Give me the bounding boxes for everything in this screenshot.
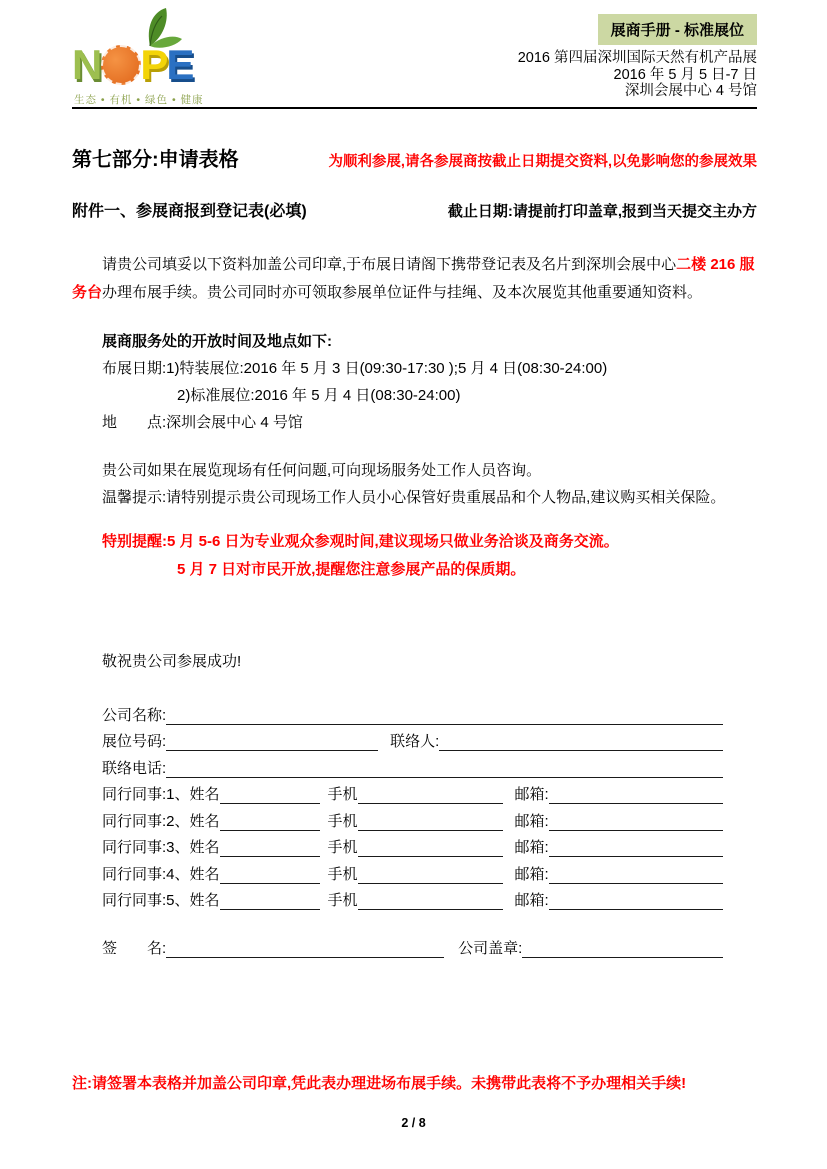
email-label: 邮箱: [514,839,549,856]
colleague-row [102,804,723,831]
header-divider [72,107,757,109]
expo-venue: 深圳会展中心 4 号馆 [624,83,757,99]
colleague-row [102,778,723,805]
colleague-email-field[interactable] [549,840,723,857]
company-stamp-field[interactable] [522,941,723,958]
colleague-email-field[interactable] [549,787,723,804]
reminder-line1: 特别提醒:5 月 5-6 日为专业观众参观时间,建议现场只做业务洽谈及商务交流。 [102,533,619,550]
colleague-label: 同行同事:3、姓名 [102,839,220,856]
service-desk-schedule [102,328,757,436]
colleague-label: 同行同事:1、姓名 [102,786,220,803]
contact-person-label: 联络人: [390,733,440,750]
colleague-label: 同行同事:4、姓名 [102,865,220,883]
mobile-label: 手机 [327,892,358,909]
page-header [72,10,757,107]
booth-number-field[interactable] [166,734,378,751]
intro-line1: 请贵公司填妥以下资料加盖公司印章,于布展日请阁下携带登记表及名片到深圳会展中心 [102,256,677,273]
colleague-mobile-field[interactable] [358,867,503,884]
phone-label: 联络电话: [102,759,167,777]
colleague-name-field[interactable] [220,840,320,857]
logo-letter-n: N [72,41,101,88]
mobile-label: 手机 [327,839,358,856]
contact-person-field[interactable] [439,734,723,751]
schedule-line-setup: 布展日期:1)特装展位:2016 年 5 月 3 日(09:30-17:30 );5 月 4 日(08:30-24:00) [102,360,608,377]
reminder-line2: 5 月 7 日对市民开放,提醒您注意参展产品的保质期。 [177,560,526,578]
colleague-row [102,831,723,858]
intro-paragraph [72,251,757,307]
registration-form [102,698,723,958]
colleague-label: 同行同事:5、姓名 [102,892,220,909]
company-stamp-label: 公司盖章: [458,939,523,957]
section-warning-text: 为顺利参展,请各参展商按截止日期提交资料,以免影响您的参展效果 [328,154,757,170]
logo-letters [72,41,193,88]
phone-row [102,751,723,778]
intro-line2: 办理布展手续。贵公司同时亦可领取参展单位证件与挂绳、及本次展览其他重要通知资料。 [102,284,703,301]
schedule-line-standard: 2)标准展位:2016 年 5 月 4 日(08:30-24:00) [177,387,461,404]
mobile-label: 手机 [327,812,358,830]
email-label: 邮箱: [514,892,549,909]
colleague-name-field[interactable] [220,787,320,804]
company-name-row [102,698,723,725]
signature-row [102,931,723,958]
schedule-line-venue: 地 点:深圳会展中心 4 号馆 [102,414,303,431]
logo-letter-e: E [166,41,193,88]
phone-field[interactable] [166,761,723,778]
section-title: 第七部分:申请表格 [72,149,239,171]
footer-warning: 注:请签署本表格并加盖公司印章,凭此表办理进场布展手续。未携带此表将不予办理相关手续! [72,1075,687,1092]
booth-number-label: 展位号码: [102,733,167,750]
colleague-email-field[interactable] [549,893,723,910]
company-name-label: 公司名称: [102,706,167,724]
intro-line2-red: 务台 [72,284,103,301]
colleague-name-field[interactable] [220,867,320,884]
intro-line1-red: 二楼 216 服 [676,256,755,273]
mobile-label: 手机 [327,786,358,803]
logo-tagline: 生态 • 有机 • 绿色 • 健康 [74,94,204,106]
expo-title: 2016 第四届深圳国际天然有机产品展 [517,50,757,66]
colleague-row [102,857,723,884]
onsite-notices [102,457,757,511]
signature-label: 签 名: [102,939,167,957]
company-name-field[interactable] [166,708,723,725]
colleague-mobile-field[interactable] [358,814,503,831]
header-info [518,10,757,100]
page-number: 2 / 8 [401,1116,426,1130]
colleague-mobile-field[interactable] [358,893,503,910]
colleague-label: 同行同事:2、姓名 [102,812,220,830]
wish-line: 敬祝贵公司参展成功! [102,653,242,670]
colleague-mobile-field[interactable] [358,840,503,857]
colleague-name-field[interactable] [220,814,320,831]
email-label: 邮箱: [514,812,549,830]
colleague-email-field[interactable] [549,814,723,831]
mobile-label: 手机 [327,865,358,883]
notice-line1: 贵公司如果在展览现场有任何问题,可向现场服务处工作人员咨询。 [102,462,542,479]
colleague-row [102,884,723,911]
nope-logo [72,10,242,107]
deadline-text: 截止日期:请提前打印盖章,报到当天提交主办方 [447,203,757,220]
colleague-mobile-field[interactable] [358,787,503,804]
schedule-heading: 展商服务处的开放时间及地点如下: [102,333,332,350]
attachment-heading: 附件一、参展商报到登记表(必填) [72,203,307,220]
colleague-email-field[interactable] [549,867,723,884]
manual-type-badge: 展商手册 - 标准展位 [598,14,757,45]
email-label: 邮箱: [514,865,549,883]
email-label: 邮箱: [514,786,549,803]
signature-field[interactable] [166,941,444,958]
orange-fruit-icon [101,45,141,85]
notice-line2: 温馨提示:请特别提示贵公司现场工作人员小心保管好贵重展品和个人物品,建议购买相关保险。 [102,489,726,506]
logo-letter-p: P [140,41,167,88]
expo-dates: 2016 年 5 月 5 日-7 日 [613,66,757,83]
colleague-name-field[interactable] [220,893,320,910]
booth-contact-row [102,725,723,752]
special-reminder [102,528,757,583]
